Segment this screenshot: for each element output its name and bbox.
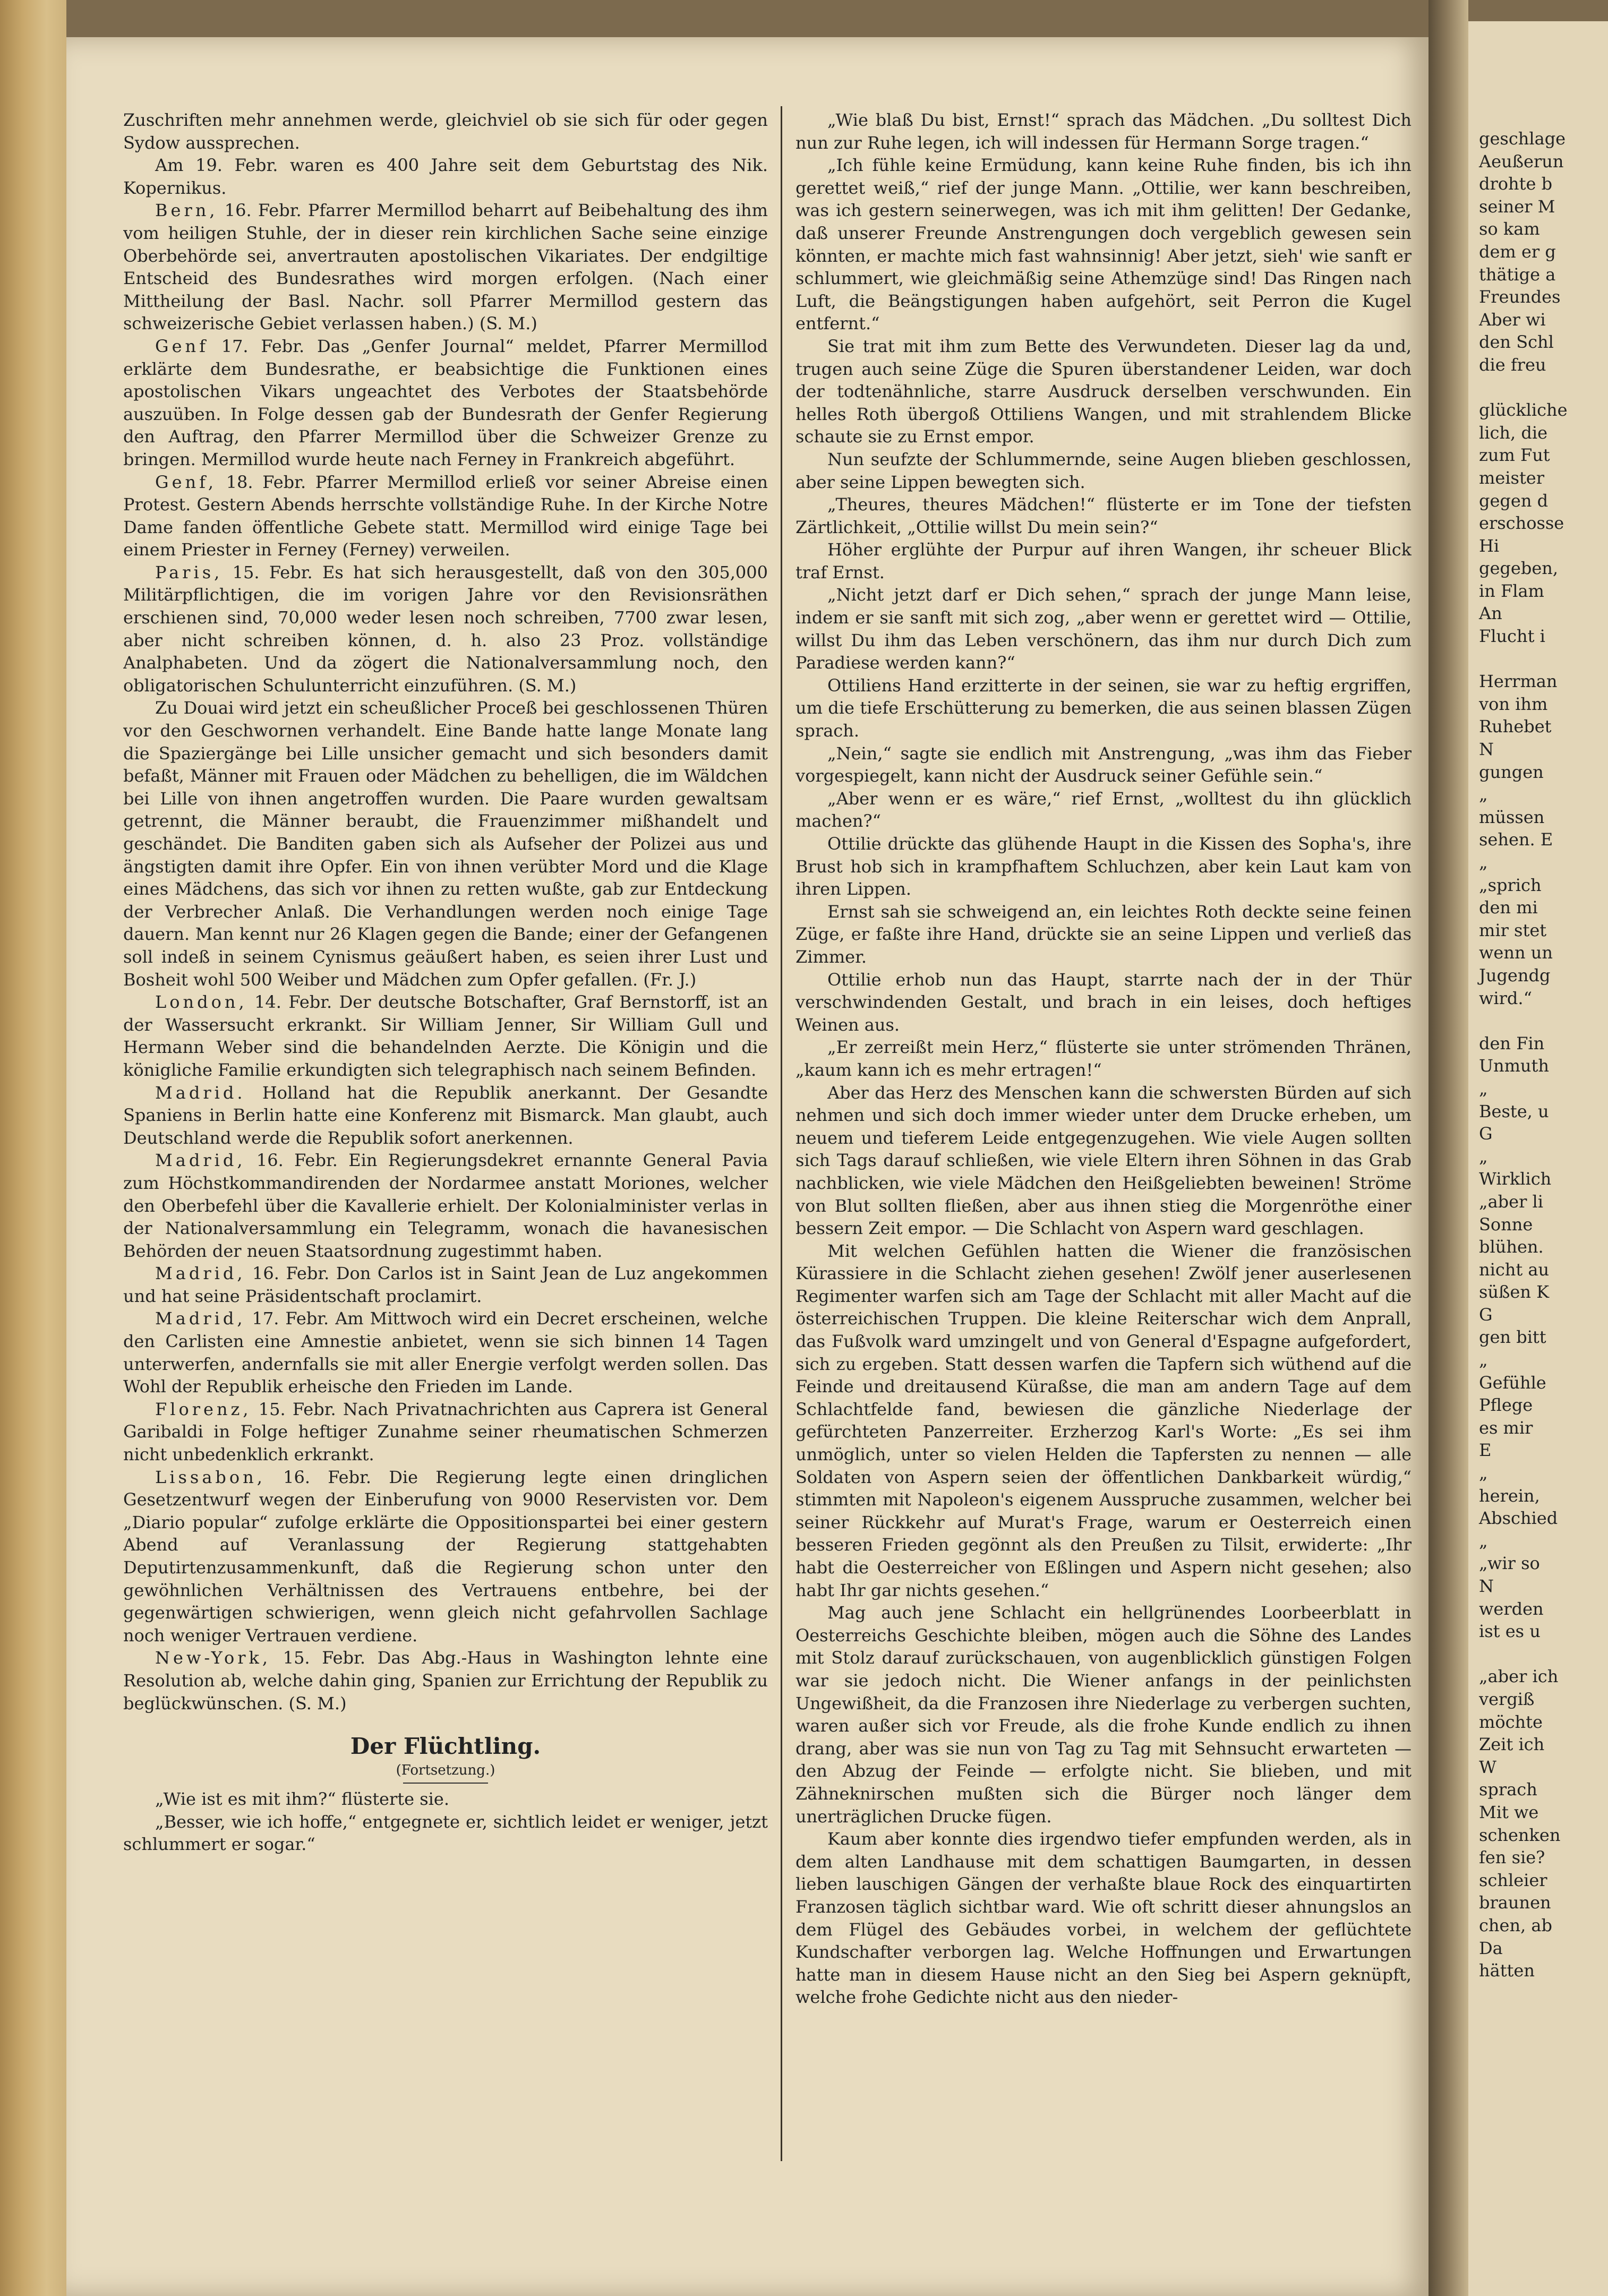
fragment-line: nicht au: [1479, 1259, 1550, 1280]
fragment-line: möchte: [1479, 1711, 1543, 1732]
fragment-line: Herrman: [1479, 671, 1558, 692]
fragment-line: hätten: [1479, 1960, 1535, 1981]
fragment-line: [1479, 1009, 1608, 1032]
news-dateline: Florenz,: [155, 1399, 252, 1419]
story-continuation-col1: [123, 1788, 768, 1856]
fragment-line: wenn un: [1479, 943, 1553, 963]
news-item: [123, 1647, 768, 1715]
fragment-line: Aeußerun: [1479, 151, 1564, 172]
newspaper-page-right: [1468, 21, 1608, 2296]
news-text: 18. Febr. Pfarrer Mermillod erließ vor seiner Abreise einen Protest. Gestern Abends herrschte vollständige Ruhe. In der Kirche Notre Dame fanden öffentliche Gebete statt. Mermillod wird einige Tage bei einem Priester in Ferney (Ferney) verweilen.: [123, 472, 768, 560]
fragment-line: „: [1479, 1078, 1488, 1099]
news-text: Zuschriften mehr annehmen werde, gleichviel ob sie sich für oder gegen Sydow aussprechen.: [123, 110, 768, 153]
story-paragraph: „Nicht jetzt darf er Dich sehen,“ sprach der junge Mann leise, indem er sie sanft mit sich zog, „aber wenn er gerettet wird — Ottilie, willst Du ihm das Leben verschönern, das ihm nur durch Dich zum Paradiese werden kann?“: [796, 585, 1412, 673]
story-heading: [123, 1733, 768, 1784]
fragment-line: herein,: [1479, 1485, 1540, 1506]
fragment-line: Abschied: [1479, 1508, 1558, 1529]
fragment-line: N: [1479, 739, 1494, 760]
fragment-line: „aber li: [1479, 1191, 1544, 1212]
fragment-line: ist es u: [1479, 1621, 1541, 1642]
story-paragraph: Sie trat mit ihm zum Bette des Verwundeten. Dieser lag da und, trugen auch seine Züge die Spuren überstandener Leiden, war doch der todtenähnliche, starre Ausdruck derselben verschwunden. Ein helles Roth übergoß Ottiliens Wangen, und mit strahlendem Blicke schaute sie zu Ernst empor.: [796, 336, 1412, 447]
news-text: 16. Febr. Don Carlos ist in Saint Jean de Luz angekommen und hat seine Präsidentschaft proclamirt.: [123, 1263, 768, 1306]
fragment-line: meister: [1479, 467, 1545, 488]
story-paragraph: „Besser, wie ich hoffe,“ entgegnete er, sichtlich leidet er weniger, jetzt schlummert er sogar.“: [123, 1811, 768, 1855]
story-paragraph: Nun seufzte der Schlummernde, seine Augen blieben geschlossen, aber seine Lippen bewegten sich.: [796, 449, 1412, 492]
fragment-line: „aber ich: [1479, 1666, 1559, 1687]
fragment-line: thätige a: [1479, 264, 1556, 285]
fragment-line: Jugendg: [1479, 965, 1551, 986]
news-item: [123, 1466, 768, 1647]
fragment-line: die freu: [1479, 354, 1546, 375]
story-paragraph: Ottilie drückte das glühende Haupt in die Kissen des Sopha's, ihre Brust hob sich in krampfhaftem Schluchzen, aber kein Laut kam von ihren Lippen.: [796, 834, 1412, 899]
news-item: [123, 1307, 768, 1398]
fragment-line: geschlage: [1479, 128, 1566, 149]
column-3-fragments: [1479, 127, 1608, 2198]
fragment-line: dem er g: [1479, 241, 1556, 262]
story-paragraph: Ottilie erhob nun das Haupt, starrte nach der in der Thür verschwindenden Gestalt, und brach in ein leises, doch heftiges Weinen aus.: [796, 969, 1412, 1035]
fragment-line: blühen.: [1479, 1237, 1544, 1257]
column-divider: [781, 106, 782, 2161]
fragment-line: schleier: [1479, 1870, 1547, 1890]
fragment-line: schenken: [1479, 1824, 1561, 1845]
fragment-line: sprach: [1479, 1779, 1537, 1800]
news-item: [123, 1149, 768, 1262]
news-item: [123, 697, 768, 991]
fragment-line: gen bitt: [1479, 1327, 1546, 1348]
fragment-line: Da: [1479, 1938, 1503, 1958]
fragment-line: den mi: [1479, 897, 1538, 918]
fragment-line: mir stet: [1479, 920, 1547, 940]
news-dateline: Madrid,: [155, 1150, 246, 1171]
fragment-line: „: [1479, 1463, 1488, 1484]
fragment-line: G: [1479, 1124, 1493, 1144]
news-dateline: Lissabon,: [155, 1467, 266, 1487]
story-paragraph: Mit welchen Gefühlen hatten die Wiener die französischen Kürassiere in die Schlacht ziehen gesehen! Zwölf jener auserlesenen Regimenter warfen sich am Tage der Schlacht mit aller Macht auf die österreichischen Truppen. Die kleine Reiterschar wich dem Anprall, das Fußvolk ward umzingelt und von General d'Espagne aufgefordert, sich zu ergeben. Statt dessen warfen die Tapfern sich wüthend auf die Feinde und dreitausend Küraßse, die man am andern Tage auf dem Schlachtfelde fand, bewiesen die gänzliche Niederlage der gefürchteten Panzerreiter. Erzherzog Karl's Worte: „Es sei ihm unmöglich, unter so vielen Helden die Tapfersten zu nennen — alle Soldaten von Aspern seien der öffentlichen Dankbarkeit würdig,“ stimmten mit Napoleon's eigenem Ausspruche zusammen, welcher bei seiner Rückkehr auf Murat's Frage, warum er Oesterreich einen besseren Frieden gegönnt als den Preußen zu Tilsit, erwiderte: „Ihr habt die Oesterreicher von Eßlingen und Aspern nicht gesehen; also habt Ihr gar nichts gesehen.“: [796, 1240, 1412, 1600]
fragment-line: Pflege: [1479, 1395, 1533, 1416]
news-dateline: Bern,: [155, 200, 218, 221]
fragment-line: fen sie?: [1479, 1847, 1545, 1868]
news-text: 15. Febr. Es hat sich herausgestellt, daß von den 305,000 Militärpflichtigen, die im vorigen Jahre vor den Revisionsräthen erschienen sind, 70,000 weder lesen noch schreiben, 7700 zwar lesen, aber nicht schreiben können, d. h. also 23 Proz. vollständige Analphabeten. Und da zögert die Nationalversammlung noch, den obligatorischen Schulunterricht einzuführen. (S. M.): [123, 562, 768, 696]
column-1: [123, 109, 768, 2143]
fragment-line: glückliche: [1479, 400, 1568, 421]
fragment-line: müssen: [1479, 807, 1545, 827]
news-text: 17. Febr. Das „Genfer Journal“ meldet, Pfarrer Mermillod erklärte dem Bundesrathe, er beabsichtige die Funktionen eines apostolischen Vikars ungeachtet des Verbotes der Staatsbehörde auszuüben. In Folge dessen gab der Bundesrath der Genfer Regierung den Auftrag, den Pfarrer Mermillod über die Schweizer Grenze zu bringen. Mermillod wurde heute nach Ferney in Frankreich abgeführt.: [123, 336, 768, 469]
fragment-line: drohte b: [1479, 174, 1553, 194]
news-dateline: Madrid,: [155, 1263, 246, 1284]
fragment-line: Beste, u: [1479, 1101, 1549, 1121]
page-gutter: [1429, 0, 1468, 2296]
news-text: Am 19. Febr. waren es 400 Jahre seit dem Geburtstag des Nik. Kopernikus.: [123, 155, 768, 198]
news-text: 17. Febr. Am Mittwoch wird ein Decret erscheinen, welche den Carlisten eine Amnestie anbietet, wenn sie sich binnen 14 Tagen unterwerfen, andernfalls sie mit aller Energie verfolgt werden sollen. Das Wohl der Republik erheische den Frieden im Lande.: [123, 1308, 768, 1397]
news-text: 16. Febr. Ein Regierungsdekret ernannte General Pavia zum Höchstkommandirenden der Nordarmee anstatt Moriones, welcher den Oberbefehl über die Kavallerie erhielt. Der Kolonialminister verlas in der Nationalversammlung ein Telegramm, wonach die havanesischen Behörden der neuen Staatsordnung zugestimmt haben.: [123, 1150, 768, 1261]
fragment-line: erschosse: [1479, 513, 1564, 534]
news-text: 16. Febr. Die Regierung legte einen dringlichen Gesetzentwurf wegen der Einberufung von 9000 Reservisten vor. Dem „Diario popular“ zufolge erklärte die Oppositionspartei bei einer gestern Abend auf Veranlassung der Regierung stattgehabten Deputirtenzusammenkunft, daß die Regierung schon unter den gewöhnlichen Verhältnissen des Vertrauens entbehre, bei der gegenwärtigen schwierigen, wenn gleich nicht gefahrvollen Sachlage noch weniger Vertrauen verdiene.: [123, 1467, 768, 1646]
fragment-line: [1479, 1643, 1608, 1666]
news-item: [123, 199, 768, 335]
fragment-line: Flucht i: [1479, 626, 1545, 647]
fragment-line: „sprich: [1479, 875, 1542, 895]
story-paragraph: „Er zerreißt mein Herz,“ flüsterte sie unter strömenden Thränen, „kaum kann ich es mehr ertragen!“: [796, 1037, 1412, 1080]
fragment-line: Gefühle: [1479, 1372, 1546, 1393]
fragment-line: Ruhebet: [1479, 716, 1552, 737]
story-paragraph: Höher erglühte der Purpur auf ihren Wangen, ihr scheuer Blick traf Ernst.: [796, 539, 1412, 582]
story-paragraph: „Theures, theures Mädchen!“ flüsterte er im Tone der tiefsten Zärtlichkeit, „Ottilie willst Du mein sein?“: [796, 494, 1412, 537]
fragment-line: „: [1479, 784, 1488, 805]
fragment-line: von ihm: [1479, 693, 1548, 714]
book-binding: [0, 0, 66, 2296]
fragment-line: gegeben,: [1479, 558, 1559, 579]
fragment-line: wird.“: [1479, 988, 1532, 1008]
fragment-line: „wir so: [1479, 1553, 1540, 1574]
fragment-line: Sonne: [1479, 1214, 1533, 1235]
news-item: [123, 154, 768, 199]
fragment-line: E: [1479, 1440, 1492, 1461]
fragment-line: Unmuth: [1479, 1056, 1549, 1076]
news-dateline: London,: [155, 992, 247, 1013]
fragment-line: den Fin: [1479, 1033, 1545, 1053]
fragment-line: „: [1479, 1530, 1488, 1551]
fragment-line: vergiß: [1479, 1689, 1535, 1709]
news-dateline: Genf,: [155, 472, 217, 492]
fragment-line: lich, die: [1479, 422, 1547, 443]
news-item: [123, 561, 768, 697]
fragment-line: den Schl: [1479, 332, 1554, 353]
story-paragraph: Ernst sah sie schweigend an, ein leichtes Roth deckte seine feinen Züge, er faßte ihre Hand, drückte sie an seine Lippen und verließ das Zimmer.: [796, 901, 1412, 967]
news-text: 14. Febr. Der deutsche Botschafter, Graf Bernstorff, ist an der Wassersucht erkrankt. Sir William Jenner, Sir William Gull und Hermann Weber sind die behandelnden Aerzte. Die Königin und die königliche Familie erkundigten sich telegraphisch nach seinem Befinden.: [123, 992, 768, 1080]
news-item: [123, 471, 768, 561]
story-paragraph: Mag auch jene Schlacht ein hellgrünendes Loorbeerblatt in Oesterreichs Geschichte bleiben, mögen auch die Söhne des Landes mit Stolz darauf zurückschauen, von augenblicklich günstigen Folgen war sie jedoch nicht. Die Wiener anfangs in der peinlichsten Ungewißheit, da die Franzosen ihre Niederlage zu verbergen suchten, waren außer sich vor Freude, als die frohe Kunde endlich zu ihnen drang, aber was sie nun von Tag zu Tag mit Sehnsucht erwarteten — den Abzug der Feinde — erfolgte nicht. Sie blieben, und mit Zähneknirschen mußten sich die Bürger noch länger dem unerträglichen Drucke fügen.: [796, 1603, 1412, 1827]
news-item: [123, 1398, 768, 1466]
news-text: 15. Febr. Nach Privatnachrichten aus Caprera ist General Garibaldi in Folge heftiger Zunahme seiner rheumatischen Schmerzen nicht unbedenklich erkrankt.: [123, 1399, 768, 1465]
fragment-line: „: [1479, 1146, 1488, 1167]
fragment-line: G: [1479, 1304, 1493, 1325]
fragment-line: süßen K: [1479, 1282, 1550, 1303]
news-dateline: Paris,: [155, 562, 223, 582]
news-item: [123, 1262, 768, 1307]
fragment-line: Mit we: [1479, 1802, 1539, 1822]
fragment-line: [1479, 648, 1608, 671]
news-text: Zu Douai wird jetzt ein scheußlicher Proceß bei geschlossenen Thüren vor den Geschwornen verhandelt. Eine Bande hatte lange Monate lang die Spaziergänge bei Lille unsicher gemacht und sich besonders damit befaßt, Männer mit Frauen oder Mädchen zu behelligen, die im Wäldchen bei Lille von ihnen angetroffen wurden. Die Paare wurden gewaltsam getrennt, die Männer beraubt, die Frauenzimmer mißhandelt und geschändet. Die Banditen gaben sich als Aufseher der Polizei aus und ängstigten damit ihre Opfer. Ein von ihnen verübter Mord und die Klage eines Mädchens, das sich vor ihnen zu retten wußte, gab zur Entdeckung der Verbrecher Anlaß. Die Verhandlungen werden noch einige Tage dauern. Man kennt nur 26 Klagen gegen die Bande; einer der Gefangenen soll indeß in seinem Cynismus geäußert haben, es seien ihrer Lust und Bosheit wohl 500 Weiber und Mädchen zum Opfer gefallen. (Fr. J.): [123, 698, 768, 990]
news-dateline: New-York,: [155, 1648, 271, 1668]
fragment-line: braunen: [1479, 1892, 1551, 1913]
news-item: [123, 109, 768, 154]
fragment-line: W: [1479, 1757, 1496, 1777]
story-subtitle: (Fortsetzung.): [396, 1762, 495, 1779]
fragment-line: es mir: [1479, 1417, 1533, 1438]
story-paragraph: „Wie ist es mit ihm?“ flüsterte sie.: [155, 1789, 450, 1810]
fragment-line: in Flam: [1479, 580, 1544, 601]
fragment-line: Aber wi: [1479, 309, 1546, 330]
news-dateline: Genf: [155, 336, 209, 356]
fragment-line: sehen. E: [1479, 829, 1553, 850]
fragment-line: werden: [1479, 1598, 1544, 1619]
fragment-line: „: [1479, 852, 1488, 872]
news-text: Holland hat die Republik anerkannt. Der Gesandte Spaniens in Berlin hatte eine Konferenz mit Bismarck. Man glaubt, auch Deutschland werde die Republik sofort anerkennen.: [123, 1082, 768, 1148]
story-paragraph: Ottiliens Hand erzitterte in der seinen, sie war zu heftig ergriffen, um die tiefe Erschütterung zu bemerken, die aus seinen blassen Zügen sprach.: [796, 675, 1412, 741]
fragment-line: gungen: [1479, 761, 1544, 782]
fragment-line: Hi: [1479, 535, 1500, 556]
fragment-line: chen, ab: [1479, 1915, 1552, 1935]
fragment-line: „: [1479, 1350, 1488, 1370]
column-2: [796, 109, 1412, 2143]
fragment-line: Zeit ich: [1479, 1734, 1545, 1755]
fragment-line: An: [1479, 603, 1502, 624]
fragment-line: seiner M: [1479, 196, 1555, 217]
news-dateline: Madrid,: [155, 1308, 246, 1329]
news-item: [123, 991, 768, 1081]
fragment-line: [1479, 376, 1608, 399]
fragment-line: N: [1479, 1576, 1494, 1596]
news-text: 15. Febr. Das Abg.-Haus in Washington lehnte eine Resolution ab, welche dahin ging, Spanien zur Errichtung der Republik zu beglückwünschen. (S. M.): [123, 1648, 768, 1714]
fragment-line: gegen d: [1479, 490, 1549, 511]
heading-divider: [403, 1783, 488, 1784]
news-items: [123, 109, 768, 1715]
story-paragraph: Aber das Herz des Menschen kann die schwersten Bürden auf sich nehmen und sich doch immer wieder unter dem Drucke erheben, um neuem und tieferem Leide entgegenzugehen. Wie viele Augen sollten sich Tags darauf schließen, wie viele Eltern ihren Söhnen in das Grab nachblicken, wie viele Mädchen den Heißgeliebten beweinen! Ströme von Blut sollten fließen, aber aus ihnen stieg die Morgenröthe einer bessern Zeit empor. — Die Schlacht von Aspern ward geschlagen.: [796, 1082, 1412, 1239]
news-item: [123, 335, 768, 471]
fragment-line: so kam: [1479, 219, 1540, 239]
story-paragraph: „Aber wenn er es wäre,“ rief Ernst, „wolltest du ihn glücklich machen?“: [796, 788, 1412, 832]
news-text: 16. Febr. Pfarrer Mermillod beharrt auf Beibehaltung des ihm vom heiligen Stuhle, der in dieser rein kirchlichen Sache seine einzige Oberbehörde sei, anvertrauten apostolischen Vikariates. Der endgiltige Entscheid des Bundesrathes wird morgen erfolgen. (Nach einer Mittheilung der Basl. Nachr. soll Pfarrer Mermillod gestern das schweizerische Gebiet verlassen haben.) (S. M.): [123, 200, 768, 334]
story-paragraph: „Ich fühle keine Ermüdung, kann keine Ruhe finden, bis ich ihn gerettet weiß,“ rief der junge Mann. „Ottilie, wer kann beschreiben, was ich gestern seinerwegen, was ich mit ihm gelitten! Der Gedanke, daß unserer Freunde Anstrengungen doch vergeblich gewesen sein könnten, er machte mich fast wahnsinnig! Aber jetzt, sieh' wie sanft er schlummert, wie gleichmäßig seine Athemzüge sind! Das Ringen nach Luft, die Beängstigungen haben aufgehört, seit Perron die Kugel entfernt.“: [796, 155, 1412, 334]
fragment-line: Freundes: [1479, 287, 1561, 307]
fragment-line: Wirklich: [1479, 1169, 1552, 1189]
story-title: Der Flüchtling.: [350, 1733, 541, 1760]
fragment-line: zum Fut: [1479, 445, 1550, 466]
story-paragraph: „Nein,“ sagte sie endlich mit Anstrengung, „was ihm das Fieber vorgespiegelt, kann nicht der Ausdruck seiner Gefühle sein.“: [796, 743, 1412, 786]
story-paragraph: „Wie blaß Du bist, Ernst!“ sprach das Mädchen. „Du solltest Dich nun zur Ruhe legen, ich will indessen für Hermann Sorge tragen.“: [796, 110, 1412, 153]
story-paragraph: Kaum aber konnte dies irgendwo tiefer empfunden werden, als in dem alten Landhause mit dem schattigen Baumgarten, in dessen lieben lauschigen Gängen der verhaßte blaue Rock des einquartirten Franzosen täglich sichtbar ward. Wie oft schritt dieser ahnungslos an dem Flügel des Gebäudes vorbei, in welchem der geflüchtete Kundschafter verborgen lag. Welche Hoffnungen und Erwartungen hatte man in diesem Hause nicht an den Sieg bei Aspern geknüpft, welche frohe Gedichte nicht aus den nieder-: [796, 1829, 1412, 2008]
news-dateline: Madrid.: [155, 1082, 246, 1103]
news-item: [123, 1082, 768, 1150]
